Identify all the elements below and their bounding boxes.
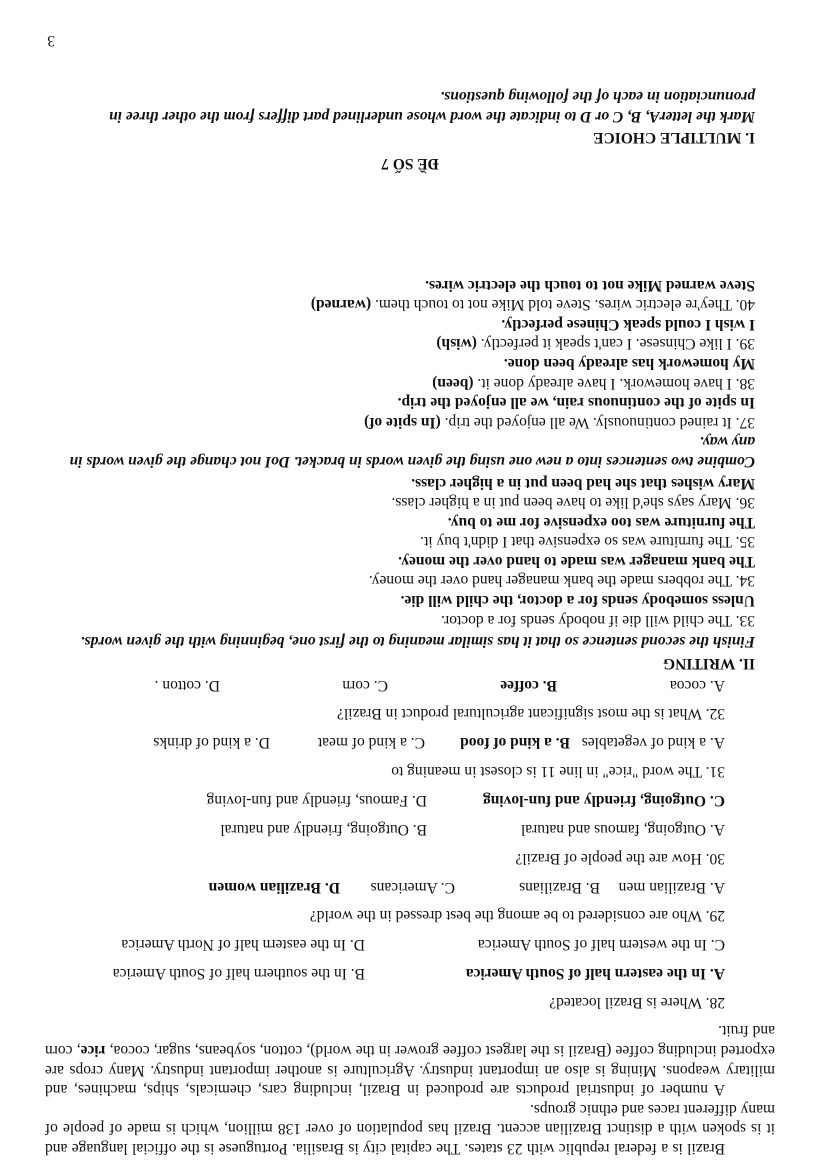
option-c: C. corn: [342, 676, 388, 694]
writing-answer: I wish I could speak Chinese perfectly.: [501, 315, 755, 333]
section-heading: I. MULTIPLE CHOICE: [593, 129, 755, 147]
writing-question: 34. The robbers made the bank manager hand over the money.: [368, 572, 755, 590]
section-heading: II. WRITING: [663, 654, 755, 672]
writing-question: 35. The furniture was so expensive that I didn't buy it.: [420, 533, 755, 551]
option-c: C. Outgoing, friendly and fun-loving: [482, 792, 725, 810]
option-a: A. Outgoing, famous and natural: [520, 821, 725, 839]
option-row: [45, 934, 775, 954]
option-d: D. Famous, friendly and fun-loving: [206, 792, 427, 810]
question-stem: 28. Where is Brazil located?: [549, 993, 725, 1011]
option-a: A. In the eastern half of South America: [465, 965, 725, 983]
option-b: B. Brazilians: [519, 878, 600, 896]
option-row: [45, 963, 775, 983]
writing-question: 40. They're electric wires. Steve told Mike not to touch them. (warned): [310, 296, 755, 314]
instruction: Finish the second sentence so that it has similar meaning to the first one, beginning with the given words.: [80, 633, 755, 651]
page-number: 3: [47, 32, 55, 49]
option-b: B. coffee: [500, 676, 557, 694]
option-b: B. In the southern half of South America: [112, 965, 365, 983]
option-row: [45, 877, 775, 897]
option-b: B. Outgoing, friendly and natural: [220, 821, 427, 839]
option-d: D. In the eastern half of North America: [121, 936, 365, 954]
option-d: D. cotton .: [154, 676, 220, 694]
document-content: [45, 87, 775, 1158]
writing-answer: The bank manager was made to hand over the money.: [398, 552, 755, 570]
writing-answer: Unless somebody sends for a doctor, the child will die.: [400, 592, 755, 610]
option-b: B. a kind of food: [460, 734, 570, 752]
writing-question: 36. Mary says she'd like to have been put in a higher class.: [391, 494, 755, 512]
test-title: ĐỀ SỐ 7: [381, 155, 439, 172]
given-word: (warned): [310, 296, 372, 314]
option-c: C. Americans: [370, 878, 455, 896]
question-stem: 32. What is the most significant agricultural product in Brazil?: [337, 705, 725, 723]
reading-paragraph: Brazil is a federal republic with 23 states. The capital city is Brasilia. Portuguese is the official language and it is spoken with a distinct Brazilian accent. Brazil has population of over 138 million, which is made of people of many different races and ethnic groups.: [45, 1100, 775, 1157]
writing-answer: The furniture was too expensive for me to buy.: [447, 513, 755, 531]
writing-question: 38. I have homework. I have already done it. (been): [432, 374, 755, 392]
instruction: Mark the letterA, B, C or D to indicate the word whose underlined part differs from the other three in pronunciation in each of the following questions.: [108, 88, 755, 125]
instruction: Combine two sentences into a new one using the given words in bracket. DoI not change the given words in any way.: [69, 433, 755, 470]
option-a: A. Brazilian men: [618, 878, 725, 896]
given-word: (In spite of): [364, 413, 441, 431]
question-stem: 30. How are the people of Brazil?: [515, 849, 725, 867]
given-word: (wish): [436, 335, 477, 353]
option-c: C. a kind of meat: [317, 734, 425, 752]
option-d: D. Brazilian women: [208, 878, 340, 896]
option-row: [45, 790, 775, 810]
writing-question: 39. I like Chinsese. I can't speak it perfectly. (wish): [436, 335, 755, 353]
option-row: [45, 675, 775, 695]
writing-answer: My homework has already been done.: [503, 354, 755, 372]
question-stem: 31. The word "rice" in line 11 is closest in meaning to: [391, 763, 725, 781]
writing-answer: Steve warned Mike not to touch the electric wires.: [425, 276, 755, 294]
option-row: [45, 732, 775, 752]
option-c: C. In the western half of South America: [477, 936, 725, 954]
writing-answer: In spite of the continuous rain, we all enjoyed the trip.: [397, 394, 755, 412]
option-a: A. cocoa: [669, 676, 725, 694]
reading-paragraph: A number of industrial products are produced in Brazil, including cars, chemicals, ships, machines, and military weapons. Mining is also an important industry. Agriculture is another important industry. Many crops are exported including coffee (Brazil is the largest coffee grower in the world), cotton, soybeans, sugar, cocoa, rice, corn and fruit.: [45, 1022, 775, 1099]
writing-question: 33. The child will die if nobody sends for a doctor.: [441, 611, 755, 629]
writing-question: 37. It rained continuously. We all enjoyed the trip. (In spite of): [364, 413, 755, 431]
writing-answer: Mary wishes that she had been put in a higher class.: [411, 474, 755, 492]
given-word: (been): [432, 374, 474, 392]
option-row: [45, 819, 775, 839]
option-d: D. a kind of drinks: [153, 734, 270, 752]
question-stem: 29. Who are considered to be among the best dressed in the world?: [309, 907, 725, 925]
option-a: A. a kind of vegetables: [581, 734, 725, 752]
